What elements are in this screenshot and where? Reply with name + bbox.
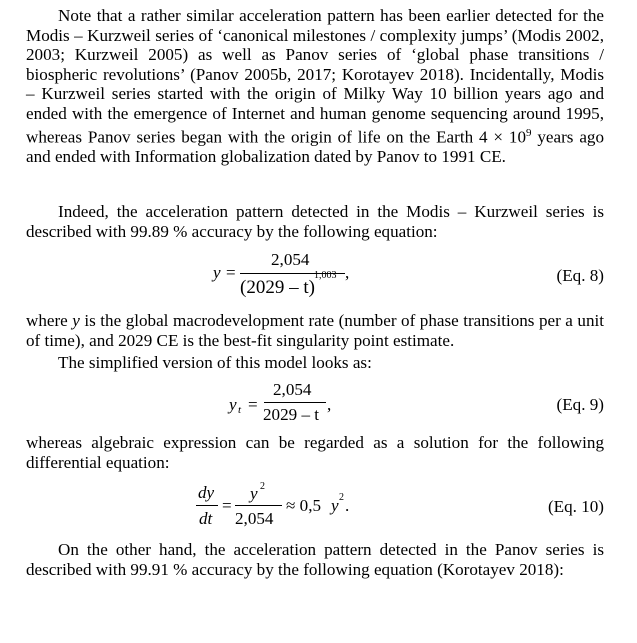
eq10-num2: y [250, 484, 258, 503]
equation-9 [0, 378, 637, 438]
equation-10 [0, 480, 637, 540]
eq9-denominator: 2029 – t [263, 405, 320, 424]
paragraph-where-y: where y is the global macrodevelopment rate (number of phase transitions per a unit of time), and 2029 CE is the best-fit singularity point estimate. [26, 311, 604, 350]
eq8-lhs: y = [213, 263, 237, 282]
eq10-trail: . [345, 496, 350, 515]
eq8-exponent: 1,003 [314, 270, 337, 281]
eq10-den2: 2,054 [235, 509, 274, 528]
eq10-number: (Eq. 10) [547, 497, 604, 516]
eq10-den1: dt [199, 509, 213, 528]
eq8-numerator: 2,054 [271, 250, 310, 269]
eq10-rhs-var: y [331, 496, 339, 515]
eq8-trail: , [345, 263, 350, 282]
eq9-trail: , [327, 395, 332, 414]
eq9-numerator: 2,054 [273, 380, 312, 399]
eq10-eq: = [222, 496, 232, 515]
paragraph-algebraic: whereas algebraic expression can be regarded as a solution for the following differential equation: [26, 433, 604, 472]
paragraph-intro: Note that a rather similar acceleration pattern has been earlier detected for the Modis – Kurzweil series of ‘canonical milestones / complexity jumps’ (Modis 2002, 2003; Kurzweil 2005) as well as Panov series of ‘global phase transitions / biospheric revolutions’ (Panov 2005b, 2017; Korotayev 2018). Incidentally, Modis – Kurzweil series started with the origin of Milky Way 10 billion years ago and ended with the emergence of Internet and human genome sequencing around 1995, whereas Panov series began with the origin of life on the Earth $4 \times 10^9$ years ago and ended with Information globalization dated by Panov to 1991 CE. [26, 6, 604, 166]
equation-8 [0, 248, 637, 308]
eq10-num2-sup: 2 [260, 481, 265, 492]
eq9-lhs-eq: = [248, 395, 258, 414]
eq9-lhs-sub: t [238, 404, 242, 416]
eq8-denominator: (2029 – t) [240, 277, 315, 298]
eq9-lhs-var: y [229, 395, 237, 414]
eq10-fraction-bar-1 [196, 505, 218, 506]
eq10-rhs-sup: 2 [339, 492, 344, 503]
eq10-approx: ≈ 0,5 [286, 496, 322, 515]
eq8-number: (Eq. 8) [556, 266, 604, 285]
eq9-number: (Eq. 9) [556, 395, 604, 414]
eq9-fraction-bar [264, 402, 326, 403]
eq10-fraction-bar-2 [235, 505, 282, 506]
eq10-num1: dy [198, 483, 215, 502]
superscript-exponent: 9 [526, 126, 532, 139]
paragraph-simplified: The simplified version of this model looks as: [58, 353, 372, 372]
paragraph-modis-kurzweil: Indeed, the acceleration pattern detected in the Modis – Kurzweil series is described with 99.89 % accuracy by the following equation: [26, 202, 604, 241]
paragraph-panov: On the other hand, the acceleration pattern detected in the Panov series is described with 99.91 % accuracy by the following equation (Korotayev 2018): [26, 540, 604, 579]
